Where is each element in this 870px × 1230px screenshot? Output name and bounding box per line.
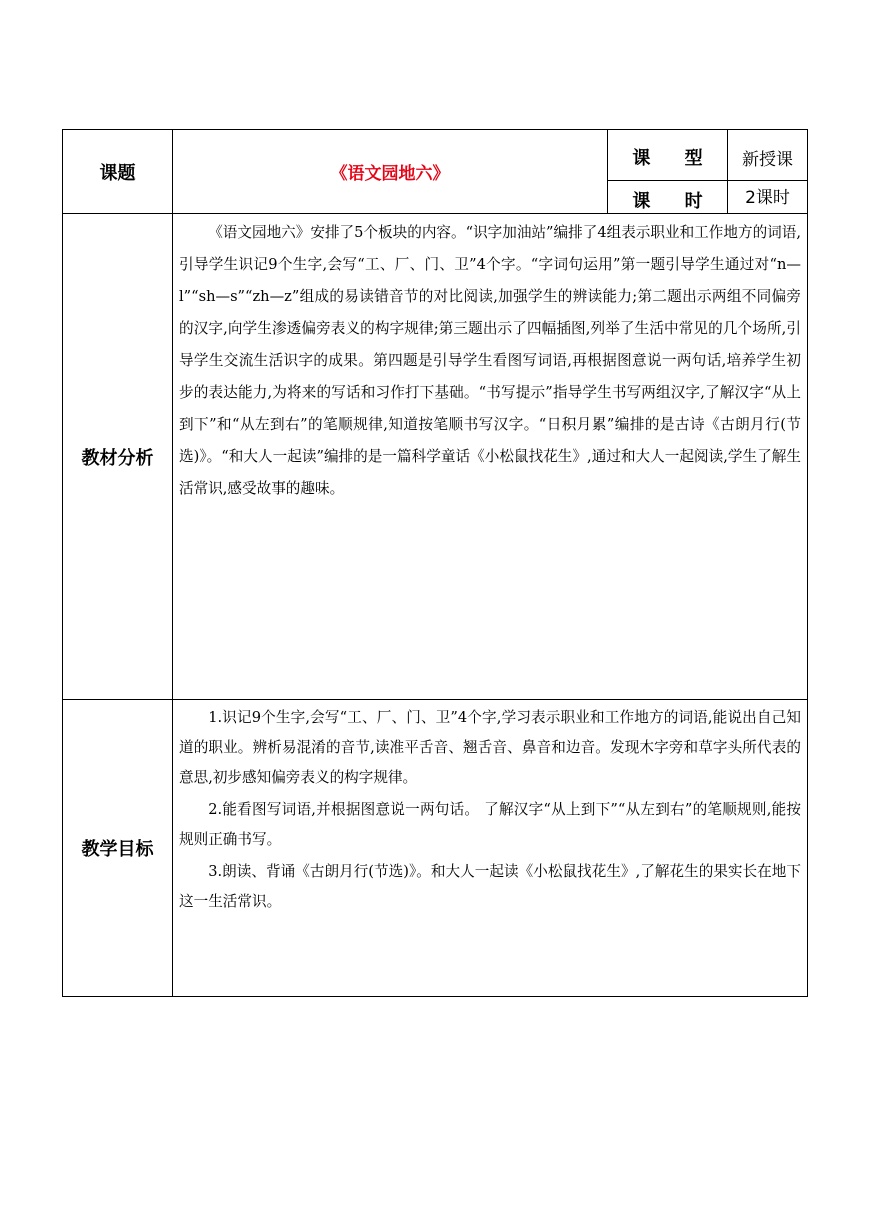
lesson-period-value: 2课时 [745,188,790,208]
analysis-label: 教材分析 [81,447,154,469]
goals-label: 教学目标 [81,839,154,860]
analysis-paragraph: 《语文园地六》安排了5个板块的内容。“识字加油站”编排了4组表示职业和工作地方的词语,引导学生识记9个生字,会写“工、厂、门、卫”4个字。“字词句运用”第一题引导学生通过对“n—l”“sh—s”“zh—z”组成的易读错音节的对比阅读,加强学生的辨读能力;第二题出示两组不同偏旁的汉字,向学生渗透偏旁表义的构字规律;第三题出示了四幅插图,列举了生活中常见的几个场所,引导学生交流生活识字的成果。第四题是引导学生看图写词语,再根据图意说一两句话,培养学生初步的表达能力,为将来的写话和习作打下基础。“书写提示”指导学生书写两组汉字,了解汉字“从上到下”和“从左到右”的笔顺规律,知道按笔顺书写汉字。“日积月累”编排的是古诗《古朗月行(节选)》。“和大人一起读”编排的是一篇科学童话《小松鼠找花生》,通过和大人一起阅读,学生了解生活常识,感受故事的趣味。 [179,224,801,497]
lesson-plan-table [62,129,808,997]
lesson-title: 《语文园地六》 [330,164,450,184]
goal-item-3: 3.朗读、背诵《古朗月行(节选)》。和大人一起读《小松鼠找花生》,了解花生的果实长在地下这一生活常识。 [179,863,801,910]
row-divider-1 [62,213,808,214]
row-divider-2 [62,699,808,700]
goal-item-1: 1.识记9个生字,会写“工、厂、门、卫”4个字,学习表示职业和工作地方的词语,能说出自己知道的职业。辨析易混淆的音节,读准平舌音、翘舌音、鼻音和边音。发现木字旁和草字头所代表的意思,初步感知偏旁表义的构字规律。 [179,709,801,786]
table-border-right [807,129,808,997]
table-border-bottom [62,996,808,997]
topic-label: 课题 [99,162,136,184]
lesson-type-value: 新授课 [742,149,793,170]
goal-item-2: 2.能看图写词语,并根据图意说一两句话。 了解汉字“从上到下”“从左到右”的笔顺规则,能按规则正确书写。 [179,801,801,848]
goals-content [173,703,807,996]
lesson-type-label: 课 型 [632,148,717,169]
analysis-content [173,217,807,699]
lesson-period-label: 课 时 [632,191,717,212]
